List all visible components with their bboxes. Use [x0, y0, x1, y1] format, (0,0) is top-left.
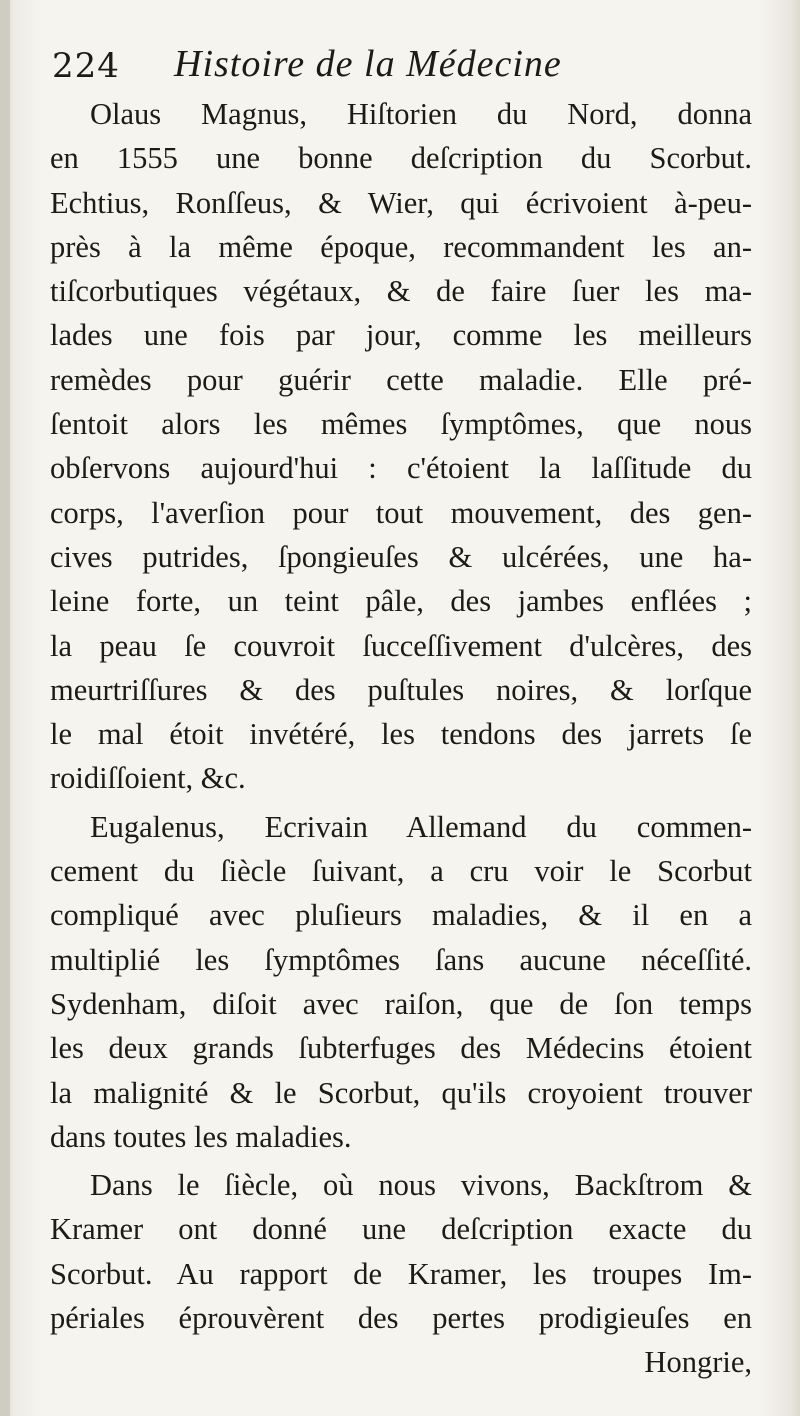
text-line: cement du ſiècle ſuivant, a cru voir le Scorbut — [50, 854, 752, 889]
text-line: corps, l'averſion pour tout mouvement, des gen- — [50, 495, 752, 530]
text-line: les deux grands ſubterfuges des Médecins étoient — [50, 1031, 752, 1066]
text-line: Kramer ont donné une deſcription exacte du — [50, 1212, 752, 1247]
text-line: le mal étoit invétéré, les tendons des jarrets ſe — [50, 717, 752, 752]
text-line: lades une fois par jour, comme les meilleurs — [50, 318, 752, 353]
text-line: dans toutes les maladies. — [50, 1119, 352, 1154]
text-line: multiplié les ſymptômes ſans aucune néceſſité. — [50, 942, 752, 977]
text-line: ſentoit alors les mêmes ſymptômes, que nous — [50, 407, 752, 442]
page-number: 224 — [52, 46, 120, 86]
page-header — [52, 38, 772, 98]
text-line: remèdes pour guérir cette maladie. Elle pré- — [50, 362, 752, 397]
text-line: compliqué avec pluſieurs maladies, & il en a — [50, 898, 752, 933]
running-title: Histoire de la Médecine — [174, 43, 562, 85]
text-line: cives putrides, ſpongieuſes & ulcérées, une ha- — [50, 539, 752, 574]
text-line: Echtius, Ronſſeus, & Wier, qui écrivoient à-peu- — [50, 185, 752, 220]
text-line: Hongrie, — [644, 1345, 752, 1380]
text-line: Dans le ſiècle, où nous vivons, Backſtrom & — [90, 1168, 752, 1203]
text-line: la peau ſe couvroit ſucceſſivement d'ulcères, des — [50, 628, 752, 663]
text-line: en 1555 une bonne deſcription du Scorbut. — [50, 141, 752, 176]
text-line: meurtriſſures & des puſtules noires, & lorſque — [50, 672, 752, 707]
text-line: la malignité & le Scorbut, qu'ils croyoient trouver — [50, 1075, 752, 1110]
text-line: obſervons aujourd'hui : c'étoient la laſſitude du — [50, 451, 752, 486]
text-line: Eugalenus, Ecrivain Allemand du commen- — [90, 809, 752, 844]
page-edge-shadow — [0, 0, 10, 1416]
text-line: Scorbut. Au rapport de Kramer, les troupes Im- — [50, 1256, 752, 1291]
text-line: tiſcorbutiques végétaux, & de faire ſuer les ma- — [50, 274, 752, 309]
text-line: près à la même époque, recommandent les an- — [50, 229, 752, 264]
text-line: Sydenham, diſoit avec raiſon, que de ſon temps — [50, 986, 752, 1021]
text-line: périales éprouvèrent des pertes prodigieuſes en — [50, 1301, 752, 1336]
body-text — [50, 92, 752, 1385]
text-line: leine forte, un teint pâle, des jambes enflées ; — [50, 584, 752, 619]
text-line: Olaus Magnus, Hiſtorien du Nord, donna — [90, 97, 752, 131]
text-line: roidiſſoient, &c. — [50, 761, 246, 796]
